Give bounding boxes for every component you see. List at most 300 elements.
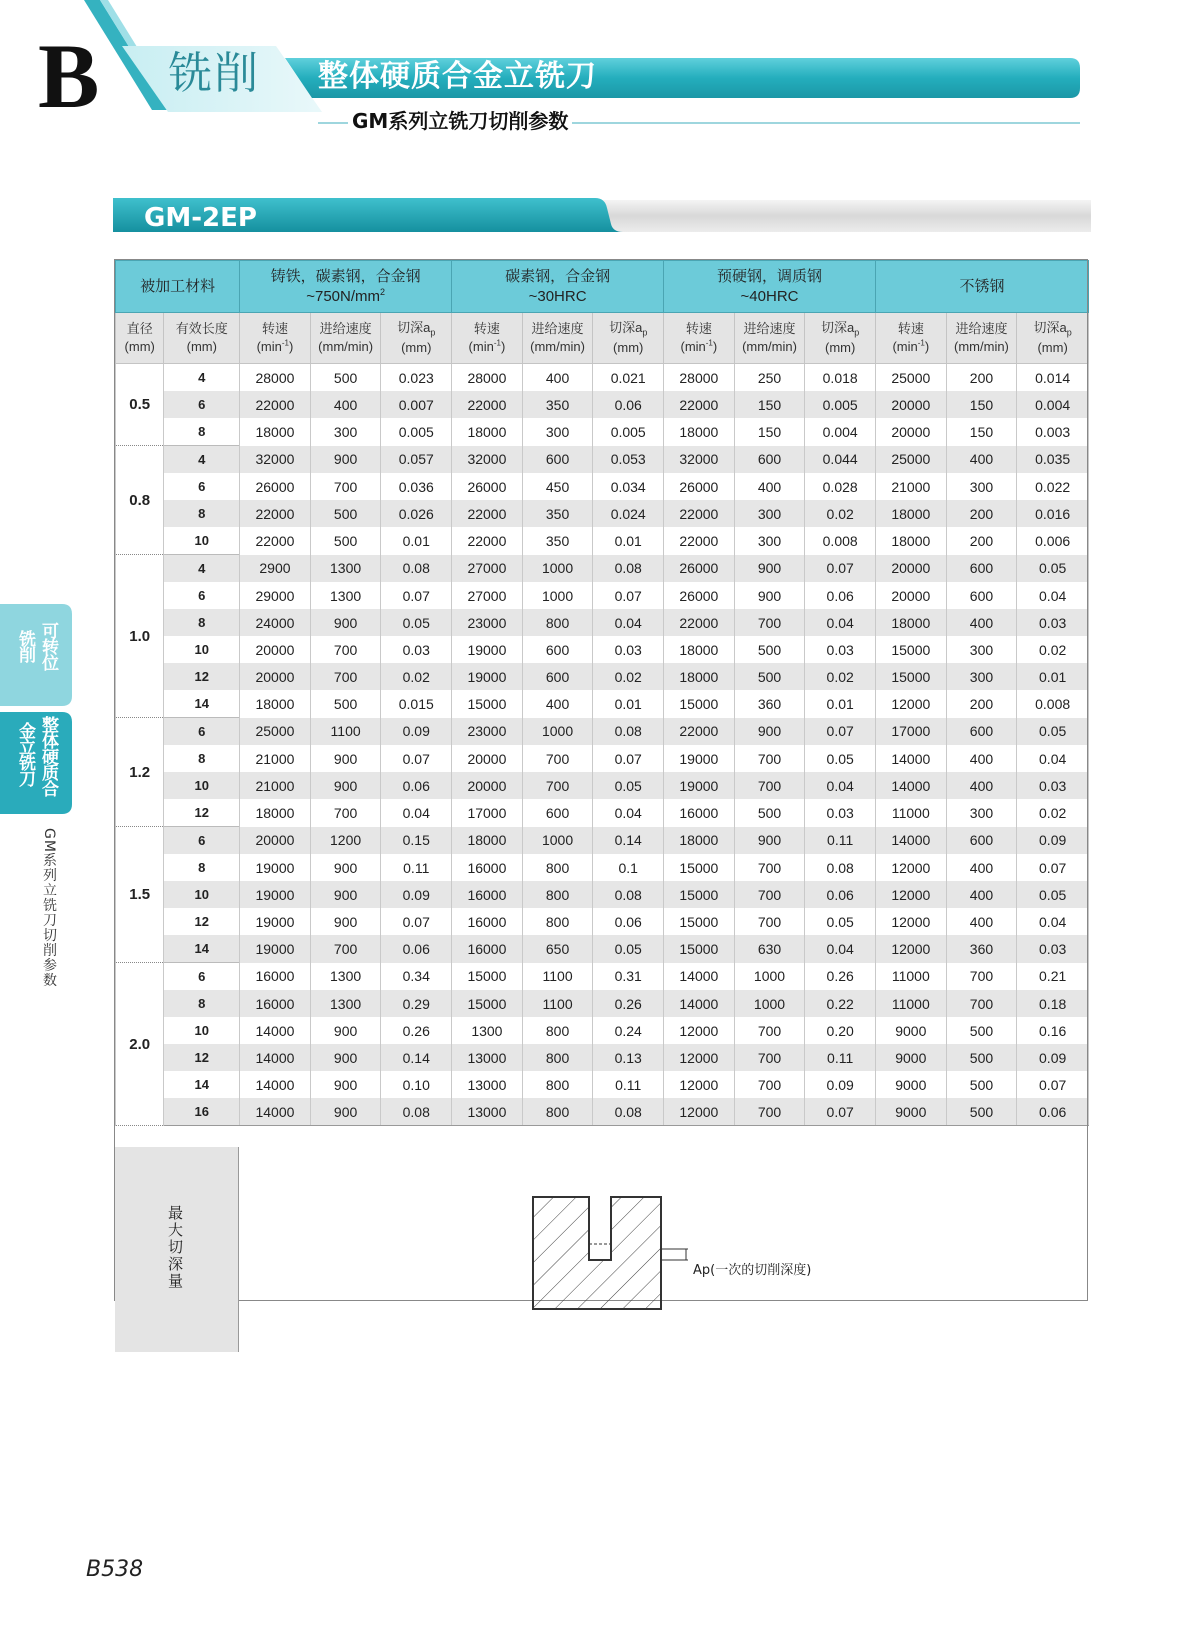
value-cell: 350 — [522, 500, 593, 527]
value-cell: 1300 — [310, 555, 381, 583]
length-cell: 6 — [164, 827, 240, 855]
value-cell: 0.007 — [381, 391, 452, 418]
value-cell: 15000 — [664, 935, 735, 963]
value-cell: 9000 — [876, 1017, 947, 1044]
table-row — [116, 745, 1089, 772]
value-cell: 700 — [734, 1017, 805, 1044]
value-cell: 0.07 — [381, 908, 452, 935]
value-cell: 0.1 — [593, 854, 664, 881]
value-cell: 700 — [734, 609, 805, 636]
length-cell: 6 — [164, 582, 240, 609]
value-cell: 0.06 — [593, 391, 664, 418]
col-depth-label-wrap — [381, 319, 451, 339]
value-cell: 13000 — [452, 1098, 523, 1126]
group-header-1 — [240, 261, 452, 313]
value-cell: 600 — [734, 446, 805, 474]
value-cell: 700 — [734, 745, 805, 772]
group-3-name: 预硬钢，调质钢 — [717, 268, 823, 285]
value-cell: 150 — [734, 418, 805, 446]
length-cell: 10 — [164, 636, 240, 663]
value-cell: 1300 — [310, 963, 381, 991]
col-speed — [240, 313, 311, 364]
col-depth-sub: p — [642, 327, 648, 338]
value-cell: 0.11 — [593, 1071, 664, 1098]
value-cell: 0.15 — [381, 827, 452, 855]
value-cell: 22000 — [240, 391, 311, 418]
value-cell: 700 — [310, 663, 381, 690]
col-depth-label: 切深a — [821, 320, 855, 336]
group-1-name: 铸铁，碳素钢，合金钢 — [270, 268, 421, 285]
length-cell: 8 — [164, 609, 240, 636]
length-cell: 6 — [164, 718, 240, 746]
value-cell: 22000 — [664, 527, 735, 555]
col-depth — [805, 313, 876, 364]
table-row — [116, 1071, 1089, 1098]
value-cell: 14000 — [876, 827, 947, 855]
col-diameter — [116, 313, 164, 364]
value-cell: 0.04 — [1017, 582, 1089, 609]
value-cell: 21000 — [240, 772, 311, 799]
value-cell: 0.03 — [593, 636, 664, 663]
value-cell: 14000 — [240, 1071, 311, 1098]
value-cell: 0.04 — [805, 935, 876, 963]
value-cell: 19000 — [240, 854, 311, 881]
value-cell: 800 — [522, 609, 593, 636]
value-cell: 0.03 — [1017, 609, 1089, 636]
section-title: 铣削 — [168, 48, 260, 99]
value-cell: 0.06 — [593, 908, 664, 935]
value-cell: 0.015 — [381, 690, 452, 718]
value-cell: 0.05 — [1017, 718, 1089, 746]
diameter-cell: 1.0 — [116, 555, 164, 718]
value-cell: 11000 — [876, 990, 947, 1017]
value-cell: 22000 — [664, 609, 735, 636]
value-cell: 0.04 — [1017, 745, 1089, 772]
value-cell: 0.034 — [593, 473, 664, 500]
value-cell: 15000 — [664, 690, 735, 718]
value-cell: 22000 — [664, 500, 735, 527]
value-cell: 0.01 — [1017, 663, 1089, 690]
value-cell: 18000 — [664, 827, 735, 855]
length-cell: 12 — [164, 1044, 240, 1071]
value-cell: 0.08 — [593, 718, 664, 746]
length-cell: 6 — [164, 391, 240, 418]
diameter-cell: 2.0 — [116, 963, 164, 1126]
value-cell: 0.05 — [593, 772, 664, 799]
value-cell: 0.01 — [593, 690, 664, 718]
value-cell: 0.01 — [805, 690, 876, 718]
cutting-parameters-table — [115, 260, 1089, 1126]
value-cell: 0.005 — [593, 418, 664, 446]
side-tab-indexable-line1[interactable]: 可转位 — [38, 622, 58, 670]
length-cell: 10 — [164, 772, 240, 799]
col-speed-unit-b: ) — [500, 339, 506, 354]
value-cell: 0.26 — [593, 990, 664, 1017]
value-cell: 1300 — [310, 990, 381, 1017]
value-cell: 0.26 — [805, 963, 876, 991]
value-cell: 20000 — [240, 636, 311, 663]
value-cell: 19000 — [664, 745, 735, 772]
length-cell: 6 — [164, 963, 240, 991]
group-3-sub: ~40HRC — [740, 287, 799, 305]
value-cell: 27000 — [452, 582, 523, 609]
value-cell: 400 — [946, 908, 1017, 935]
value-cell: 0.08 — [593, 881, 664, 908]
value-cell: 0.005 — [381, 418, 452, 446]
value-cell: 15000 — [664, 881, 735, 908]
value-cell: 0.03 — [805, 799, 876, 827]
value-cell: 0.24 — [593, 1017, 664, 1044]
value-cell: 18000 — [240, 690, 311, 718]
value-cell: 15000 — [876, 636, 947, 663]
length-cell: 14 — [164, 690, 240, 718]
col-speed-unit-sup: -1 — [281, 338, 289, 348]
value-cell: 300 — [946, 473, 1017, 500]
value-cell: 0.028 — [805, 473, 876, 500]
value-cell: 9000 — [876, 1098, 947, 1126]
col-speed — [876, 313, 947, 364]
value-cell: 900 — [310, 1044, 381, 1071]
diameter-cell: 1.2 — [116, 718, 164, 827]
col-speed-label: 转速 — [473, 321, 500, 337]
value-cell: 26000 — [664, 555, 735, 583]
value-cell: 25000 — [876, 446, 947, 474]
value-cell: 19000 — [452, 663, 523, 690]
value-cell: 16000 — [452, 908, 523, 935]
length-cell: 4 — [164, 364, 240, 392]
value-cell: 600 — [522, 799, 593, 827]
col-feed-label: 进给速度 — [319, 321, 372, 337]
value-cell: 0.04 — [593, 609, 664, 636]
value-cell: 300 — [946, 663, 1017, 690]
col-speed-unit-b: ) — [712, 339, 718, 354]
value-cell: 28000 — [240, 364, 311, 392]
value-cell: 18000 — [876, 527, 947, 555]
value-cell: 0.003 — [1017, 418, 1089, 446]
value-cell: 20000 — [452, 772, 523, 799]
value-cell: 26000 — [664, 582, 735, 609]
value-cell: 700 — [734, 854, 805, 881]
value-cell: 0.008 — [805, 527, 876, 555]
value-cell: 2900 — [240, 555, 311, 583]
col-depth — [381, 313, 452, 364]
table-row — [116, 636, 1089, 663]
value-cell: 1000 — [522, 718, 593, 746]
max-depth-label: 最大切深量 — [168, 1204, 184, 1290]
value-cell: 15000 — [452, 963, 523, 991]
value-cell: 500 — [310, 364, 381, 392]
value-cell: 900 — [734, 827, 805, 855]
value-cell: 400 — [946, 745, 1017, 772]
side-caption: GM系列立铣刀切削参数 — [41, 828, 57, 988]
value-cell: 1100 — [522, 963, 593, 991]
value-cell: 16000 — [452, 854, 523, 881]
value-cell: 700 — [310, 636, 381, 663]
value-cell: 400 — [522, 690, 593, 718]
value-cell: 0.09 — [1017, 827, 1089, 855]
col-speed-unit-sup: -1 — [493, 338, 501, 348]
length-cell: 14 — [164, 1071, 240, 1098]
value-cell: 9000 — [876, 1071, 947, 1098]
value-cell: 800 — [522, 1017, 593, 1044]
col-feed-unit: (mm/min) — [954, 339, 1009, 354]
value-cell: 0.06 — [805, 881, 876, 908]
page-number: B538 — [86, 1557, 144, 1582]
value-cell: 16000 — [452, 881, 523, 908]
col-speed-unit-b: ) — [924, 339, 930, 354]
col-speed — [452, 313, 523, 364]
value-cell: 400 — [946, 609, 1017, 636]
value-cell: 0.21 — [1017, 963, 1089, 991]
group-header-2 — [452, 261, 664, 313]
value-cell: 20000 — [876, 555, 947, 583]
col-speed-unit-a: (min — [892, 339, 918, 354]
value-cell: 22000 — [240, 527, 311, 555]
page-subtitle: GM系列立铣刀切削参数 — [348, 111, 572, 131]
value-cell: 0.008 — [1017, 690, 1089, 718]
value-cell: 700 — [946, 963, 1017, 991]
col-speed-unit-a: (min — [256, 339, 282, 354]
value-cell: 15000 — [664, 854, 735, 881]
value-cell: 14000 — [876, 745, 947, 772]
value-cell: 25000 — [876, 364, 947, 392]
value-cell: 0.02 — [805, 663, 876, 690]
value-cell: 350 — [522, 527, 593, 555]
value-cell: 0.022 — [1017, 473, 1089, 500]
value-cell: 18000 — [452, 827, 523, 855]
value-cell: 22000 — [452, 527, 523, 555]
value-cell: 0.04 — [805, 772, 876, 799]
value-cell: 19000 — [452, 636, 523, 663]
value-cell: 9000 — [876, 1044, 947, 1071]
value-cell: 0.06 — [805, 582, 876, 609]
value-cell: 250 — [734, 364, 805, 392]
value-cell: 0.22 — [805, 990, 876, 1017]
value-cell: 1100 — [522, 990, 593, 1017]
col-speed-label: 转速 — [261, 321, 288, 337]
value-cell: 360 — [734, 690, 805, 718]
value-cell: 1100 — [310, 718, 381, 746]
value-cell: 11000 — [876, 799, 947, 827]
table-row — [116, 418, 1089, 446]
value-cell: 0.09 — [381, 881, 452, 908]
value-cell: 500 — [310, 527, 381, 555]
value-cell: 900 — [310, 908, 381, 935]
value-cell: 400 — [310, 391, 381, 418]
value-cell: 0.05 — [805, 745, 876, 772]
col-speed-unit-b: ) — [288, 339, 294, 354]
value-cell: 150 — [946, 391, 1017, 418]
value-cell: 600 — [946, 718, 1017, 746]
value-cell: 900 — [310, 1017, 381, 1044]
col-feed-label: 进给速度 — [743, 321, 796, 337]
value-cell: 300 — [946, 636, 1017, 663]
value-cell: 0.13 — [593, 1044, 664, 1071]
value-cell: 0.044 — [805, 446, 876, 474]
value-cell: 18000 — [876, 500, 947, 527]
col-speed — [664, 313, 735, 364]
value-cell: 450 — [522, 473, 593, 500]
value-cell: 200 — [946, 527, 1017, 555]
ap-label: Ap(一次的切削深度) — [693, 1263, 812, 1278]
value-cell: 200 — [946, 500, 1017, 527]
col-feed-label: 进给速度 — [955, 321, 1008, 337]
value-cell: 500 — [310, 500, 381, 527]
value-cell: 0.07 — [1017, 1071, 1089, 1098]
value-cell: 300 — [310, 418, 381, 446]
value-cell: 0.021 — [593, 364, 664, 392]
cutting-depth-diagram — [520, 1185, 700, 1310]
table-row — [116, 1017, 1089, 1044]
value-cell: 20000 — [876, 391, 947, 418]
value-cell: 0.08 — [805, 854, 876, 881]
table-row — [116, 772, 1089, 799]
value-cell: 0.05 — [381, 609, 452, 636]
value-cell: 900 — [310, 446, 381, 474]
value-cell: 1300 — [310, 582, 381, 609]
value-cell: 500 — [946, 1017, 1017, 1044]
col-speed-unit-a: (min — [468, 339, 494, 354]
value-cell: 0.023 — [381, 364, 452, 392]
length-cell: 10 — [164, 1017, 240, 1044]
value-cell: 0.04 — [593, 799, 664, 827]
group-1-sub: ~750N/mm — [306, 287, 380, 305]
value-cell: 0.057 — [381, 446, 452, 474]
value-cell: 700 — [734, 772, 805, 799]
value-cell: 19000 — [240, 908, 311, 935]
value-cell: 0.07 — [381, 745, 452, 772]
value-cell: 32000 — [452, 446, 523, 474]
col-speed-unit-sup: -1 — [917, 338, 925, 348]
value-cell: 20000 — [876, 582, 947, 609]
length-cell: 12 — [164, 799, 240, 827]
value-cell: 200 — [946, 364, 1017, 392]
value-cell: 17000 — [876, 718, 947, 746]
model-bar — [113, 198, 1091, 234]
table-body — [116, 364, 1089, 1126]
section-letter: B — [38, 25, 100, 127]
value-cell: 0.036 — [381, 473, 452, 500]
value-cell: 21000 — [240, 745, 311, 772]
diameter-cell: 0.5 — [116, 364, 164, 446]
value-cell: 27000 — [452, 555, 523, 583]
value-cell: 0.06 — [1017, 1098, 1089, 1126]
value-cell: 14000 — [664, 990, 735, 1017]
value-cell: 24000 — [240, 609, 311, 636]
value-cell: 0.07 — [593, 582, 664, 609]
table-row — [116, 908, 1089, 935]
col-depth-label-wrap — [805, 319, 875, 339]
value-cell: 700 — [310, 935, 381, 963]
table-row — [116, 663, 1089, 690]
table-row — [116, 500, 1089, 527]
value-cell: 18000 — [664, 636, 735, 663]
side-tab-solid-line2[interactable]: 金立铣刀 — [15, 722, 35, 786]
table-row — [116, 990, 1089, 1017]
length-cell: 4 — [164, 446, 240, 474]
value-cell: 15000 — [452, 690, 523, 718]
col-depth-unit: (mm) — [825, 340, 856, 356]
value-cell: 1300 — [452, 1017, 523, 1044]
table-row — [116, 555, 1089, 583]
value-cell: 12000 — [664, 1071, 735, 1098]
value-cell: 400 — [946, 446, 1017, 474]
value-cell: 23000 — [452, 609, 523, 636]
table-row — [116, 718, 1089, 746]
value-cell: 0.26 — [381, 1017, 452, 1044]
value-cell: 700 — [734, 908, 805, 935]
value-cell: 0.09 — [1017, 1044, 1089, 1071]
value-cell: 22000 — [452, 500, 523, 527]
value-cell: 0.03 — [1017, 772, 1089, 799]
value-cell: 12000 — [876, 881, 947, 908]
value-cell: 150 — [734, 391, 805, 418]
value-cell: 0.08 — [381, 1098, 452, 1126]
value-cell: 15000 — [876, 663, 947, 690]
value-cell: 20000 — [876, 418, 947, 446]
value-cell: 14000 — [876, 772, 947, 799]
value-cell: 18000 — [876, 609, 947, 636]
col-speed-unit — [240, 338, 310, 356]
value-cell: 12000 — [876, 854, 947, 881]
value-cell: 20000 — [452, 745, 523, 772]
diameter-cell: 0.8 — [116, 446, 164, 555]
value-cell: 0.07 — [805, 718, 876, 746]
value-cell: 0.02 — [593, 663, 664, 690]
value-cell: 12000 — [664, 1017, 735, 1044]
value-cell: 12000 — [876, 690, 947, 718]
value-cell: 400 — [946, 881, 1017, 908]
value-cell: 0.31 — [593, 963, 664, 991]
value-cell: 0.11 — [805, 827, 876, 855]
value-cell: 700 — [522, 745, 593, 772]
col-depth — [1017, 313, 1089, 364]
value-cell: 700 — [734, 1098, 805, 1126]
value-cell: 29000 — [240, 582, 311, 609]
col-depth — [593, 313, 664, 364]
side-tab-indexable-line2[interactable]: 铣削 — [15, 630, 35, 662]
value-cell: 0.14 — [381, 1044, 452, 1071]
value-cell: 0.11 — [805, 1044, 876, 1071]
value-cell: 300 — [734, 527, 805, 555]
value-cell: 14000 — [240, 1044, 311, 1071]
group-1-condition — [240, 287, 451, 307]
col-depth-unit: (mm) — [613, 340, 644, 356]
value-cell: 350 — [522, 391, 593, 418]
value-cell: 26000 — [240, 473, 311, 500]
value-cell: 400 — [946, 854, 1017, 881]
col-depth-sub: p — [1066, 327, 1072, 338]
value-cell: 0.004 — [805, 418, 876, 446]
value-cell: 28000 — [664, 364, 735, 392]
length-cell: 10 — [164, 527, 240, 555]
value-cell: 0.07 — [805, 1098, 876, 1126]
value-cell: 12000 — [876, 935, 947, 963]
subheader-row — [116, 313, 1089, 364]
side-tab-solid-line1[interactable]: 整体硬质合 — [38, 716, 58, 796]
value-cell: 900 — [734, 582, 805, 609]
value-cell: 700 — [734, 881, 805, 908]
col-speed-unit-a: (min — [680, 339, 706, 354]
value-cell: 700 — [946, 990, 1017, 1017]
value-cell: 0.016 — [1017, 500, 1089, 527]
col-speed-label: 转速 — [897, 321, 924, 337]
value-cell: 28000 — [452, 364, 523, 392]
value-cell: 0.09 — [381, 718, 452, 746]
value-cell: 700 — [310, 473, 381, 500]
value-cell: 0.08 — [381, 555, 452, 583]
value-cell: 0.14 — [593, 827, 664, 855]
